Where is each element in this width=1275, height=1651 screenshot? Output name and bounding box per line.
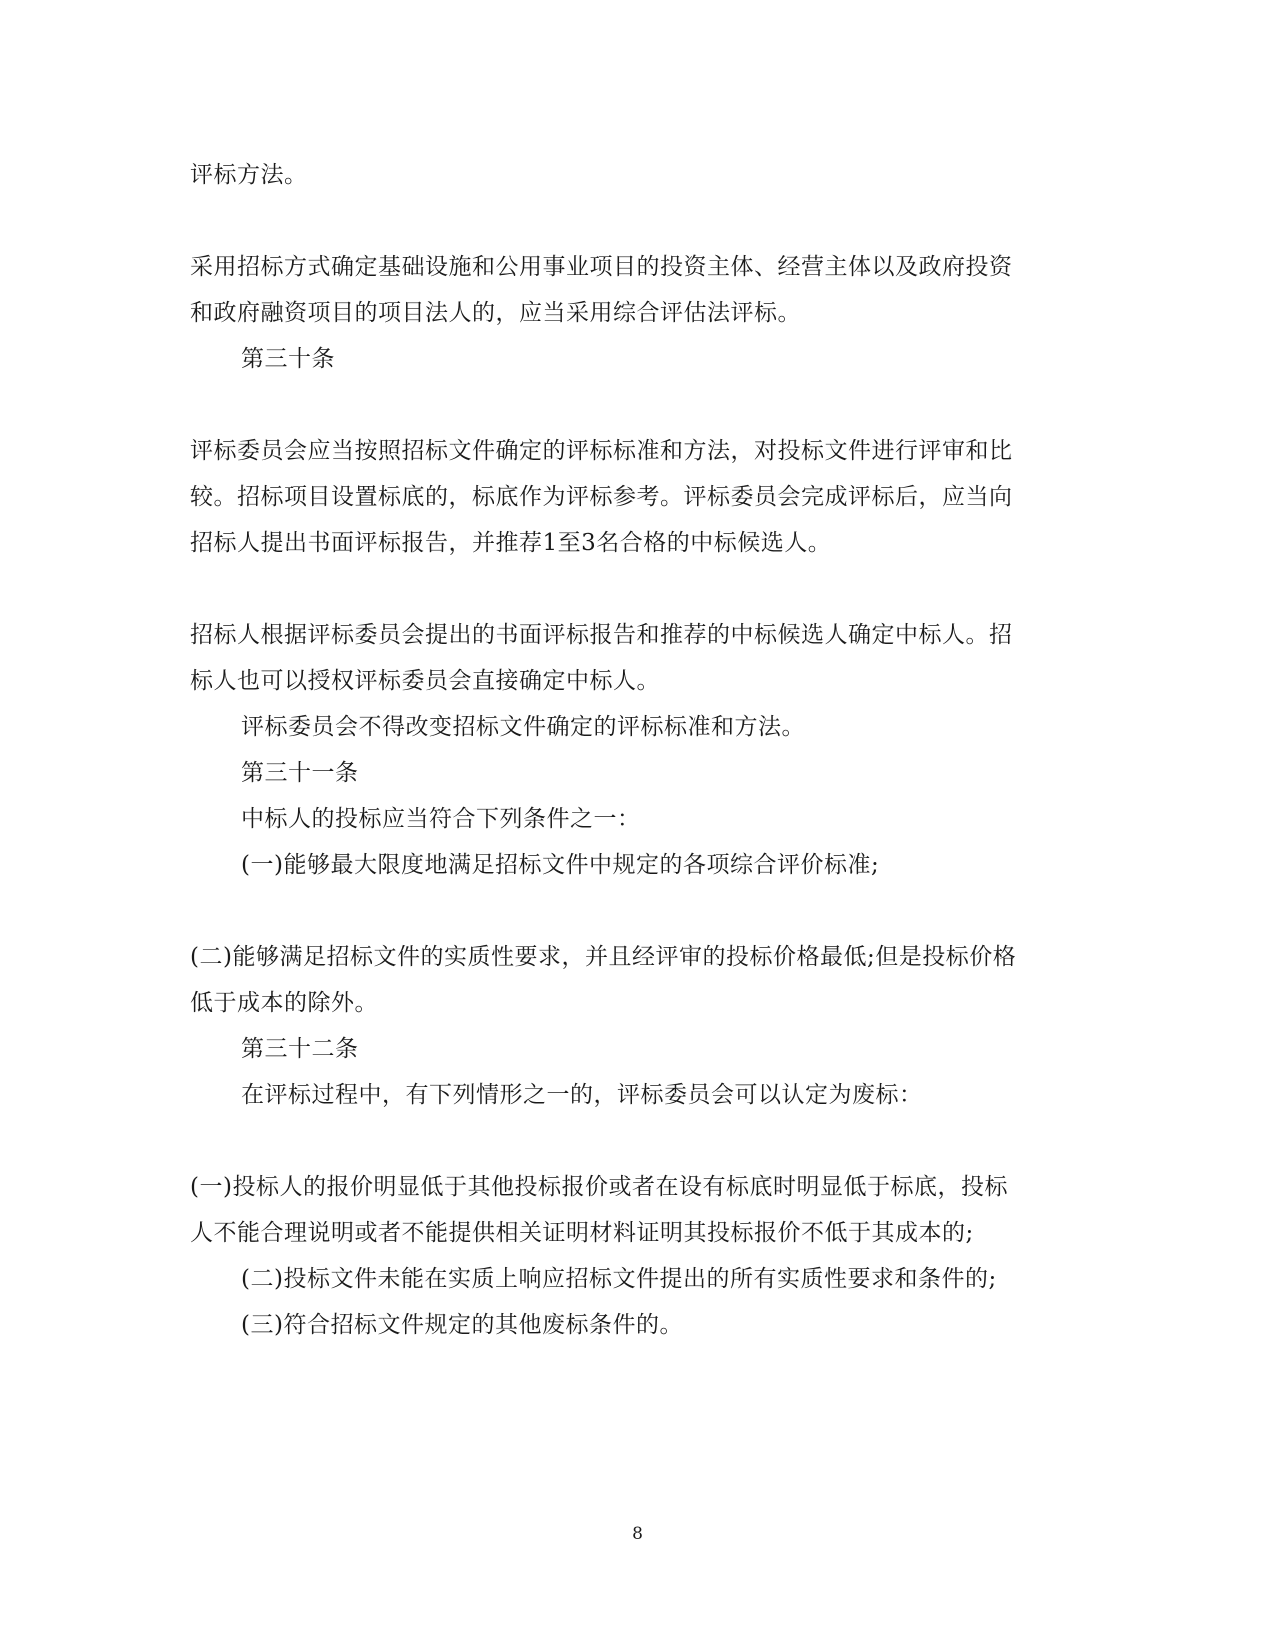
text-line: 标人也可以授权评标委员会直接确定中标人。 [190,668,660,694]
text-line: 中标人的投标应当符合下列条件之一： [241,806,641,832]
page-number: 8 [632,1524,643,1544]
article-heading: 第三十一条 [241,760,359,786]
text-line: 低于成本的除外。 [190,990,378,1016]
text-line: 评标委员会不得改变招标文件确定的评标标准和方法。 [241,714,805,740]
text-line: (二)投标文件未能在实质上响应招标文件提出的所有实质性要求和条件的; [241,1266,997,1292]
text-line: (三)符合招标文件规定的其他废标条件的。 [241,1312,683,1338]
article-heading: 第三十条 [241,346,335,372]
text-line: 招标人根据评标委员会提出的书面评标报告和推荐的中标候选人确定中标人。招 [190,622,1013,648]
text-line: 采用招标方式确定基础设施和公用事业项目的投资主体、经营主体以及政府投资 [190,254,1013,280]
text-line: (一)投标人的报价明显低于其他投标报价或者在设有标底时明显低于标底，投标 [190,1174,1008,1200]
text-line: 较。招标项目设置标底的，标底作为评标参考。评标委员会完成评标后，应当向 [190,484,1013,510]
text-line: 在评标过程中，有下列情形之一的，评标委员会可以认定为废标： [241,1082,923,1108]
text-line: (二)能够满足招标文件的实质性要求，并且经评审的投标价格最低;但是投标价格 [190,944,1017,970]
text-line: 人不能合理说明或者不能提供相关证明材料证明其投标报价不低于其成本的; [190,1220,974,1246]
text-line: (一)能够最大限度地满足招标文件中规定的各项综合评价标准; [241,852,880,878]
text-line: 评标方法。 [190,162,308,188]
text-line: 和政府融资项目的项目法人的，应当采用综合评估法评标。 [190,300,801,326]
article-heading: 第三十二条 [241,1036,359,1062]
text-line: 评标委员会应当按照招标文件确定的评标标准和方法，对投标文件进行评审和比 [190,438,1013,464]
text-line: 招标人提出书面评标报告，并推荐1至3名合格的中标候选人。 [190,530,832,556]
